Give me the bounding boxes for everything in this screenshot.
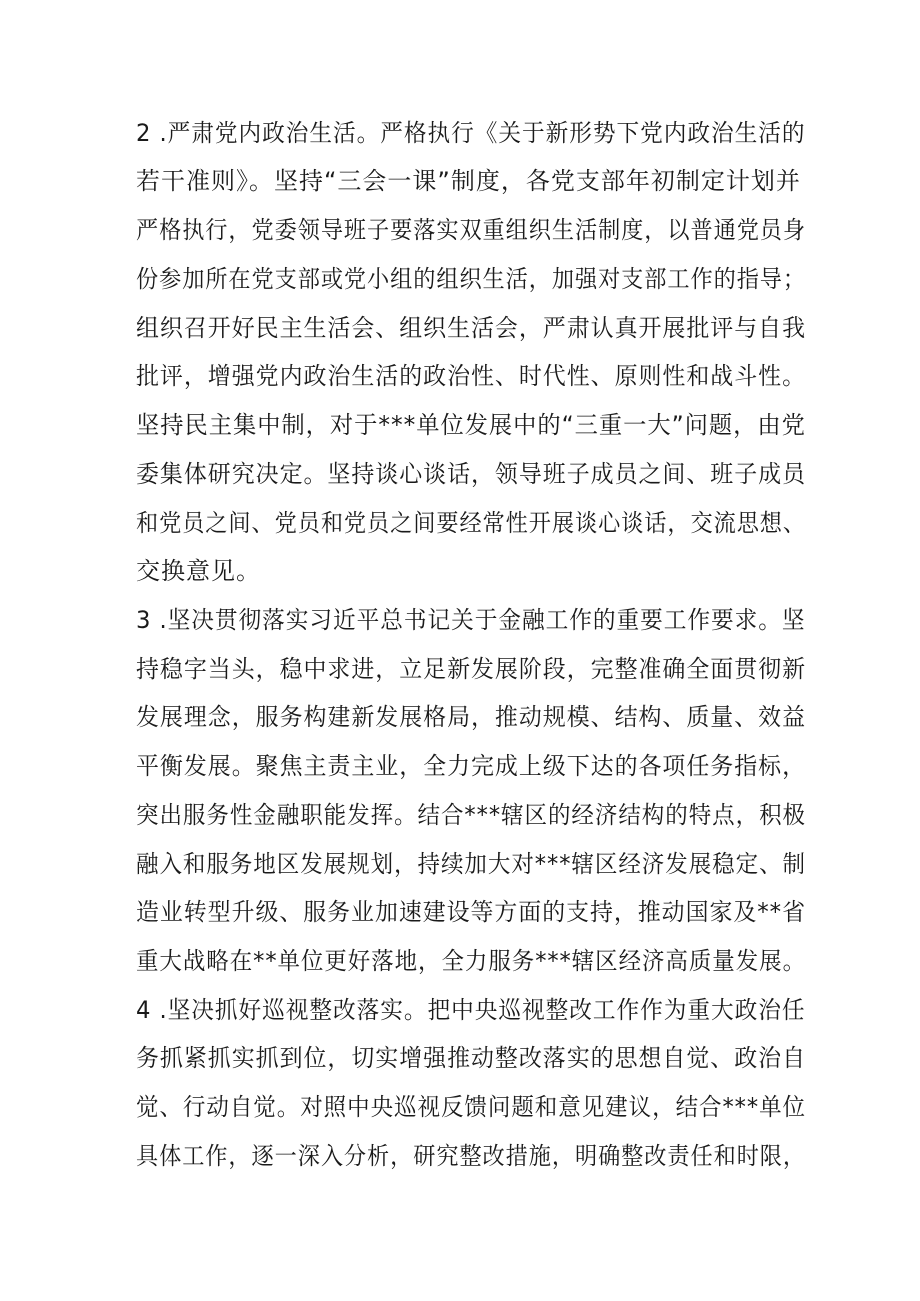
text-line: 重大战略在**单位更好落地，全力服务***辖区经济高质量发展。 (136, 947, 806, 975)
text-line: 持稳字当头，稳中求进，立足新发展阶段，完整准确全面贯彻新 (136, 655, 806, 683)
text-line: 具体工作，逐一深入分析，研究整改措施，明确整改责任和时限， (136, 1142, 806, 1170)
text-line: 平衡发展。聚焦主责主业，全力完成上级下达的各项任务指标， (136, 752, 806, 780)
text-line: 坚持民主集中制，对于***单位发展中的“三重一大”问题，由党 (136, 411, 806, 439)
text-line: 组织召开好民主生活会、组织生活会，严肃认真开展批评与自我 (136, 314, 806, 342)
text-line: 觉、行动自觉。对照中央巡视反馈问题和意见建议，结合***单位 (136, 1093, 806, 1121)
text-line: 严格执行，党委领导班子要落实双重组织生活制度，以普通党员身 (136, 216, 806, 244)
text-line: 2 .严肃党内政治生活。严格执行《关于新形势下党内政治生活的 (136, 119, 806, 147)
text-line: 3 .坚决贯彻落实习近平总书记关于金融工作的重要工作要求。坚 (136, 606, 806, 634)
text-line: 和党员之间、党员和党员之间要经常性开展谈心谈话，交流思想、 (136, 509, 806, 537)
text-line: 交换意见。 (136, 557, 261, 585)
text-line: 融入和服务地区发展规划，持续加大对***辖区经济发展稳定、制 (136, 850, 806, 878)
text-line: 委集体研究决定。坚持谈心谈话，领导班子成员之间、班子成员 (136, 460, 806, 488)
text-line: 突出服务性金融职能发挥。结合***辖区的经济结构的特点，积极 (136, 801, 806, 829)
text-line: 批评，增强党内政治生活的政治性、时代性、原则性和战斗性。 (136, 362, 806, 390)
text-line: 造业转型升级、服务业加速建设等方面的支持，推动国家及**省 (136, 898, 806, 926)
text-line: 份参加所在党支部或党小组的组织生活，加强对支部工作的指导； (136, 265, 806, 293)
text-line: 发展理念，服务构建新发展格局，推动规模、结构、质量、效益 (136, 703, 806, 731)
text-line: 若干准则》。坚持“三会一课”制度，各党支部年初制定计划并 (136, 167, 801, 195)
text-line: 务抓紧抓实抓到位，切实增强推动整改落实的思想自觉、政治自 (136, 1044, 806, 1072)
text-line: 4 .坚决抓好巡视整改落实。把中央巡视整改工作作为重大政治任 (136, 996, 806, 1024)
